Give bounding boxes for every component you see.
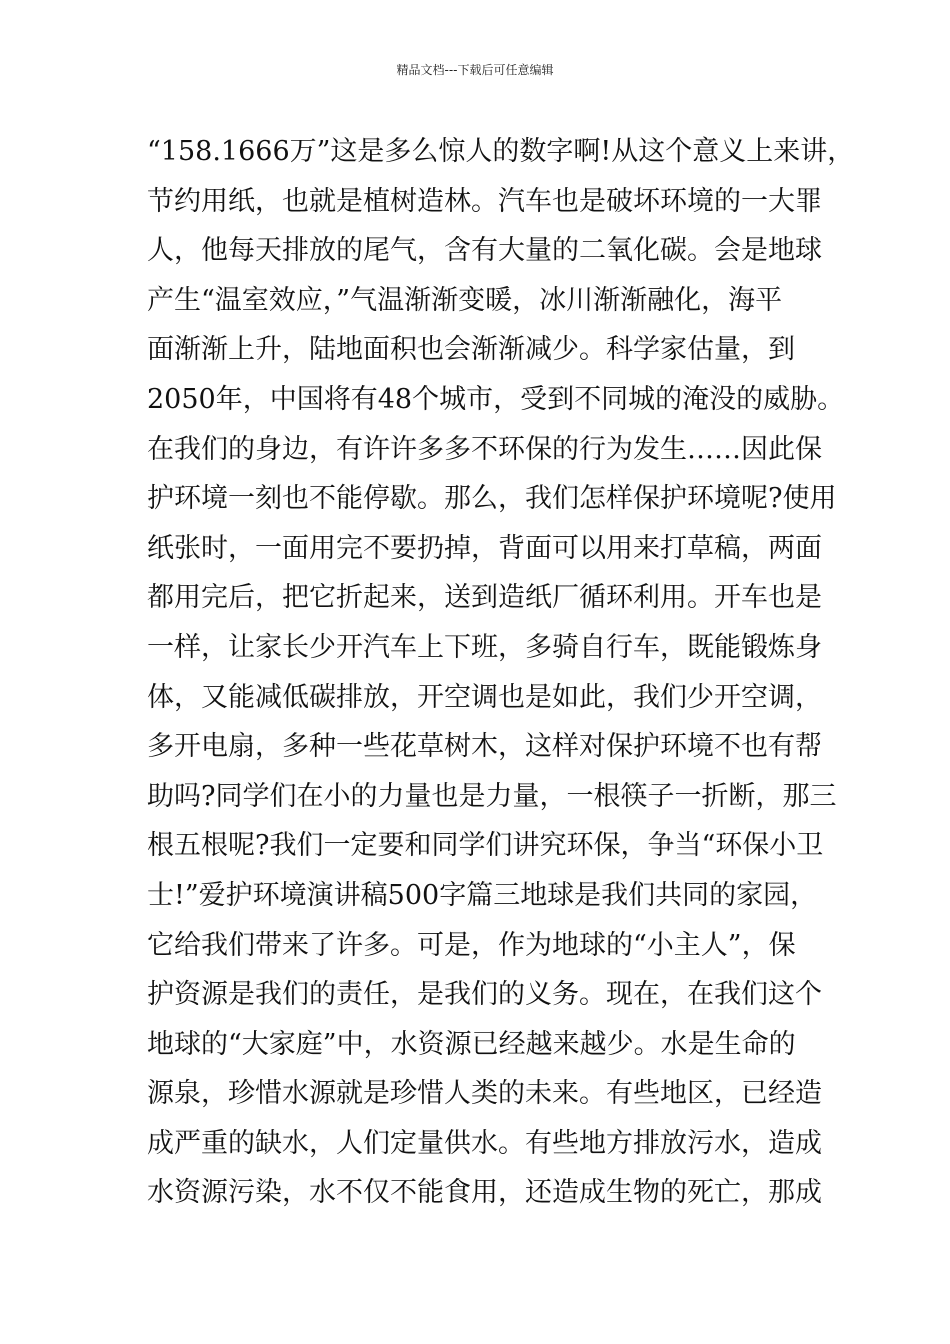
text-line: 体，又能减低碳排放，开空调也是如此，我们少开空调， [147,681,822,713]
text-line: 护环境一刻也不能停歇。那么，我们怎样保护环境呢?使用 [147,483,837,515]
text-line: 人，他每天排放的尾气，含有大量的二氧化碳。会是地球 [147,235,822,267]
text-line: 士!”爱护环境演讲稿500字篇三地球是我们共同的家园， [147,879,818,911]
text-line: 产生“温室效应，”气温渐渐变暖，冰川渐渐融化，海平 [147,284,783,316]
text-line: 多开电扇，多种一些花草树木，这样对保护环境不也有帮 [147,731,822,763]
text-line: 护资源是我们的责任，是我们的义务。现在，在我们这个 [147,979,822,1011]
text-line: 在我们的身边，有许许多多不环保的行为发生……因此保 [147,433,822,465]
text-line: 源泉，珍惜水源就是珍惜人类的未来。有些地区，已经造 [147,1078,822,1110]
text-line: 成严重的缺水，人们定量供水。有些地方排放污水，造成 [147,1127,822,1159]
text-line: 根五根呢?我们一定要和同学们讲究环保，争当“环保小卫 [147,830,824,862]
text-line: 助吗?同学们在小的力量也是力量，一根筷子一折断，那三 [147,780,837,812]
text-line: “158.1666万”这是多么惊人的数字啊!从这个意义上来讲， [147,136,855,167]
text-line: 水资源污染，水不仅不能食用，还造成生物的死亡，那成 [147,1177,822,1209]
text-line: 一样，让家长少开汽车上下班，多骑自行车，既能锻炼身 [147,631,822,663]
text-line: 地球的“大家庭”中，水资源已经越来越少。水是生命的 [147,1028,796,1060]
text-line: 都用完后，把它折起来，送到造纸厂循环利用。开车也是 [147,582,822,614]
text-line: 2050年，中国将有48个城市，受到不同城的淹没的威胁。 [147,383,845,415]
text-line: 纸张时，一面用完不要扔掉，背面可以用来打草稿，两面 [147,532,822,564]
page-header: 精品文档---下载后可任意编辑 [396,63,554,77]
text-line: 面渐渐上升，陆地面积也会渐渐减少。科学家估量，到 [147,334,795,366]
text-line: 它给我们带来了许多。可是，作为地球的“小主人”，保 [147,929,796,961]
text-line: 节约用纸，也就是植树造林。汽车也是破坏环境的一大罪 [147,185,822,217]
document-body [147,127,855,1218]
